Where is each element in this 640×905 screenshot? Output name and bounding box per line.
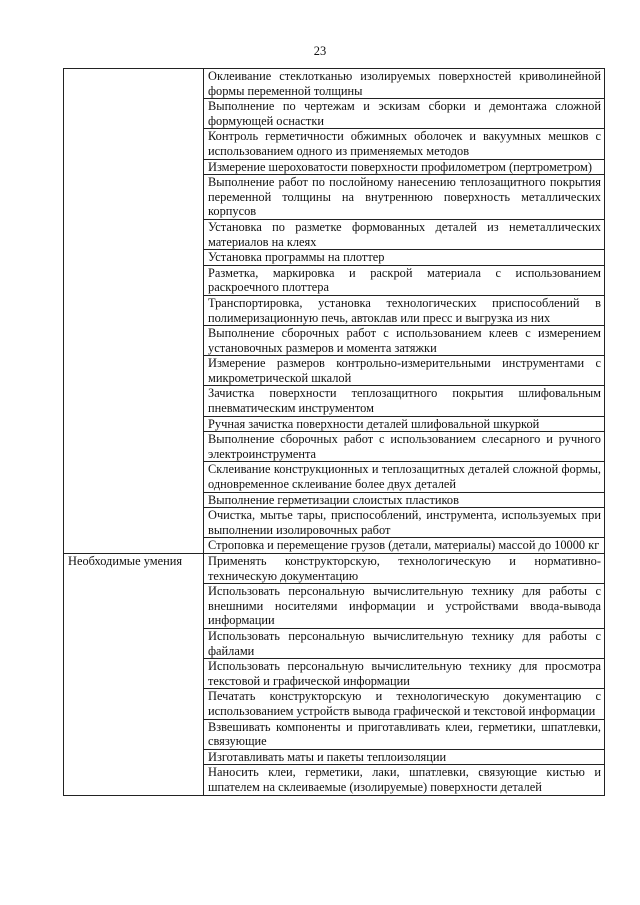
table-cell-item: Установка программы на плоттер	[204, 250, 605, 266]
table-cell-item: Измерение шероховатости поверхности профилометром (пертрометром)	[204, 159, 605, 175]
table-cell-item: Разметка, маркировка и раскрой материала с использованием раскроечного плоттера	[204, 265, 605, 295]
table-row	[64, 554, 605, 584]
table-row	[64, 69, 605, 99]
table-cell-item: Применять конструкторскую, технологическую и нормативно-техническую документацию	[204, 554, 605, 584]
table-cell-item: Транспортировка, установка технологических приспособлений в полимеризационную печь, автоклав или пресс и выгрузка из них	[204, 295, 605, 325]
table-cell-item: Выполнение по чертежам и эскизам сборки и демонтажа сложной формующей оснастки	[204, 99, 605, 129]
table-cell-item: Оклеивание стеклотканью изолируемых поверхностей криволинейной формы переменной толщины	[204, 69, 605, 99]
table-cell-item: Выполнение сборочных работ с использованием клеев с измерением установочных размеров и момента затяжки	[204, 326, 605, 356]
competency-table-body	[64, 69, 605, 796]
page-number: 23	[313, 44, 327, 58]
table-cell-item: Склеивание конструкционных и теплозащитных деталей сложной формы, одновременное склеивание более двух деталей	[204, 462, 605, 492]
table-cell-item: Взвешивать компоненты и приготавливать клеи, герметики, шпатлевки, связующие	[204, 719, 605, 749]
section-label: Необходимые умения	[64, 554, 204, 796]
table-cell-item: Строповка и перемещение грузов (детали, материалы) массой до 10000 кг	[204, 538, 605, 554]
table-cell-item: Использовать персональную вычислительную технику для работы с внешними носителями информации и устройствами ввода-вывода информации	[204, 584, 605, 629]
table-cell-item: Выполнение работ по послойному нанесению теплозащитного покрытия переменной толщины на внутреннюю поверхность металлических корпусов	[204, 175, 605, 220]
table-cell-item: Печатать конструкторскую и технологическую документацию с использованием устройств вывода графической и текстовой информации	[204, 689, 605, 719]
table-cell-item: Использовать персональную вычислительную технику для просмотра текстовой и графической информации	[204, 659, 605, 689]
competency-table	[63, 68, 605, 796]
table-cell-item: Контроль герметичности обжимных оболочек и вакуумных мешков с использованием одного из применяемых методов	[204, 129, 605, 159]
table-cell-item: Использовать персональную вычислительную технику для работы с файлами	[204, 628, 605, 658]
table-cell-item: Очистка, мытье тары, приспособлений, инструмента, используемых при выполнении изолировочных работ	[204, 508, 605, 538]
table-cell-item: Изготавливать маты и пакеты теплоизоляции	[204, 749, 605, 765]
table-cell-item: Ручная зачистка поверхности деталей шлифовальной шкуркой	[204, 416, 605, 432]
table-cell-item: Установка по разметке формованных деталей из неметаллических материалов на клеях	[204, 219, 605, 249]
table-cell-item: Выполнение сборочных работ с использованием слесарного и ручного электроинструмента	[204, 432, 605, 462]
table-cell-item: Наносить клеи, герметики, лаки, шпатлевки, связующие кистью и шпателем на склеиваемые (изолируемые) поверхности деталей	[204, 765, 605, 795]
table-cell-item: Выполнение герметизации слоистых пластиков	[204, 492, 605, 508]
table-cell-item: Зачистка поверхности теплозащитного покрытия шлифовальным пневматическим инструментом	[204, 386, 605, 416]
table-cell-item: Измерение размеров контрольно-измерительными инструментами с микрометрической шкалой	[204, 356, 605, 386]
section-label	[64, 69, 204, 554]
